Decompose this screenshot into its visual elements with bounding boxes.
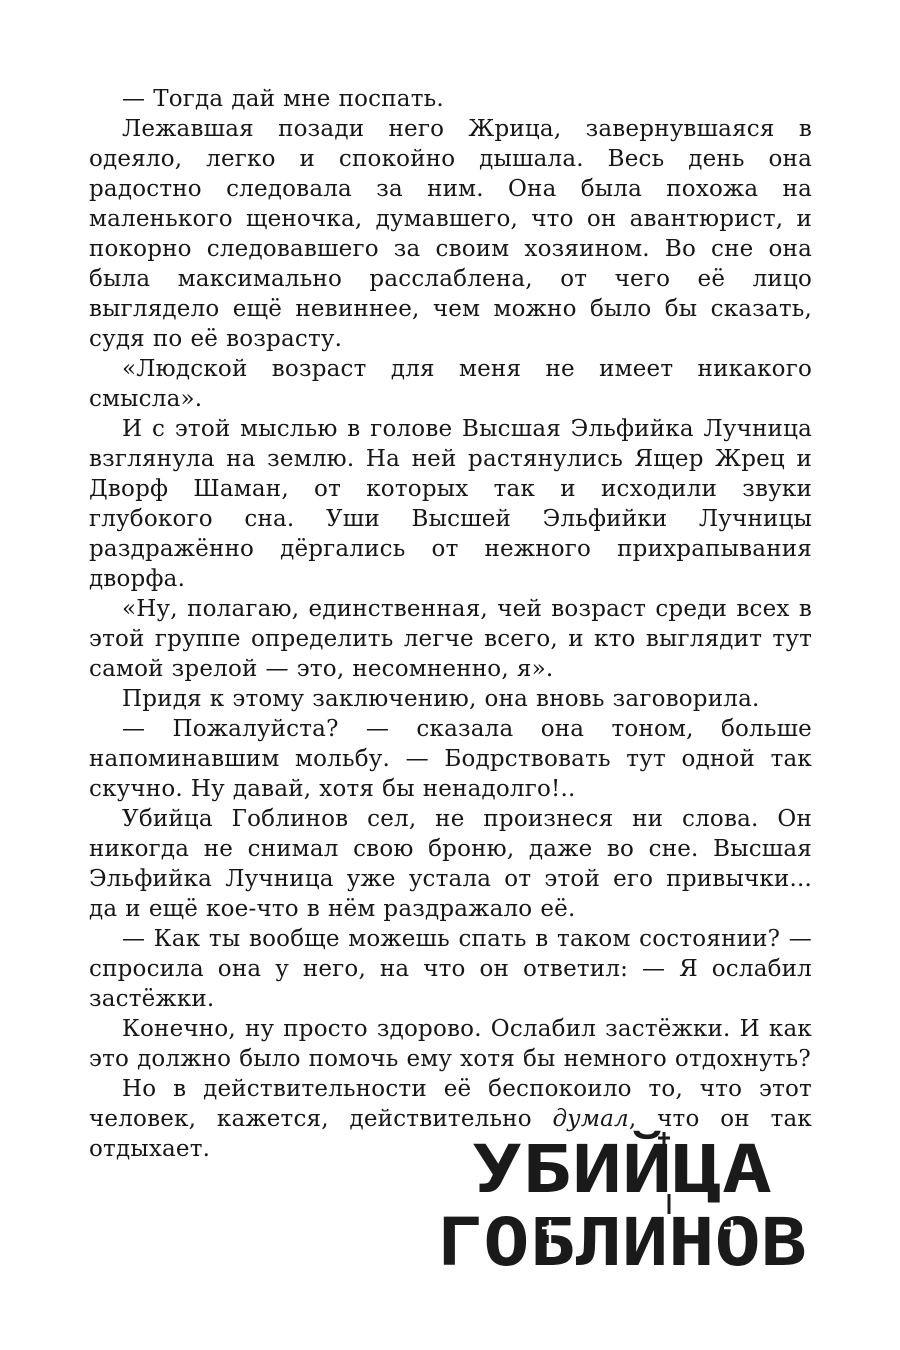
body-text xyxy=(89,84,812,1164)
paragraph: Убийца Гоблинов сел, не произнеся ни слова. Он никогда не снимал свою броню, даже во сне. Высшая Эльфийка Лучница уже устала от этой его привычки... да и ещё кое-что в нём раздражало её. xyxy=(89,806,812,922)
logo-line-2: ГОБЛИНОВ xyxy=(437,1204,807,1274)
logo-line-1: УБИЙЦА xyxy=(472,1131,711,1208)
paragraph: «Ну, полагаю, единственная, чей возраст среди всех в этой группе определить легче всего, и кто выглядит тут самой зрелой — это, несомненно, я». xyxy=(89,596,812,682)
paragraph-text-after: , что он так отдыхает. xyxy=(89,1106,812,1162)
paragraph: «Людской возраст для меня не имеет никакого смысла». xyxy=(89,356,812,412)
paragraph-text-before: Но в действительности её беспокоило то, что этот человек, кажется, действительно xyxy=(89,1076,812,1132)
paragraph: И с этой мыслью в голове Высшая Эльфийка Лучница взглянула на землю. На ней растянулись Ящер Жрец и Дворф Шаман, от которых так и исходили звуки глубокого сна. Уши Высшей Эльфийки Лучницы раздражённо дёргались от нежного прихрапывания дворфа. xyxy=(89,416,812,592)
paragraph: Лежавшая позади него Жрица, завернувшаяся в одеяло, легко и спокойно дышала. Весь день она радостно следовала за ним. Она была похожа на маленького щеночка, думавшего, что он авантюрист, и покорно следовавшего за своим хозяином. Во сне она была максимально расслаблена, от чего её лицо выглядело ещё невиннее, чем можно было бы сказать, судя по её возрасту. xyxy=(89,116,812,352)
emphasis-text: думал xyxy=(552,1106,629,1132)
paragraph: Конечно, ну просто здорово. Ослабил застёжки. И как это должно было помочь ему хотя бы немного отдохнуть? xyxy=(89,1016,812,1072)
paragraph: — Как ты вообще можешь спать в таком состоянии? — спросила она у него, на что он ответил: — Я ослабил застёжки. xyxy=(89,926,812,1012)
paragraph: — Пожалуйста? — сказала она тоном, больше напоминавшим мольбу. — Бодрствовать тут одной так скучно. Ну давай, хотя бы ненадолго!.. xyxy=(89,716,812,802)
paragraph: Придя к этому заключению, она вновь заговорила. xyxy=(122,686,760,712)
paragraph: — Тогда дай мне поспать. xyxy=(122,86,444,112)
series-logo xyxy=(432,1128,812,1274)
